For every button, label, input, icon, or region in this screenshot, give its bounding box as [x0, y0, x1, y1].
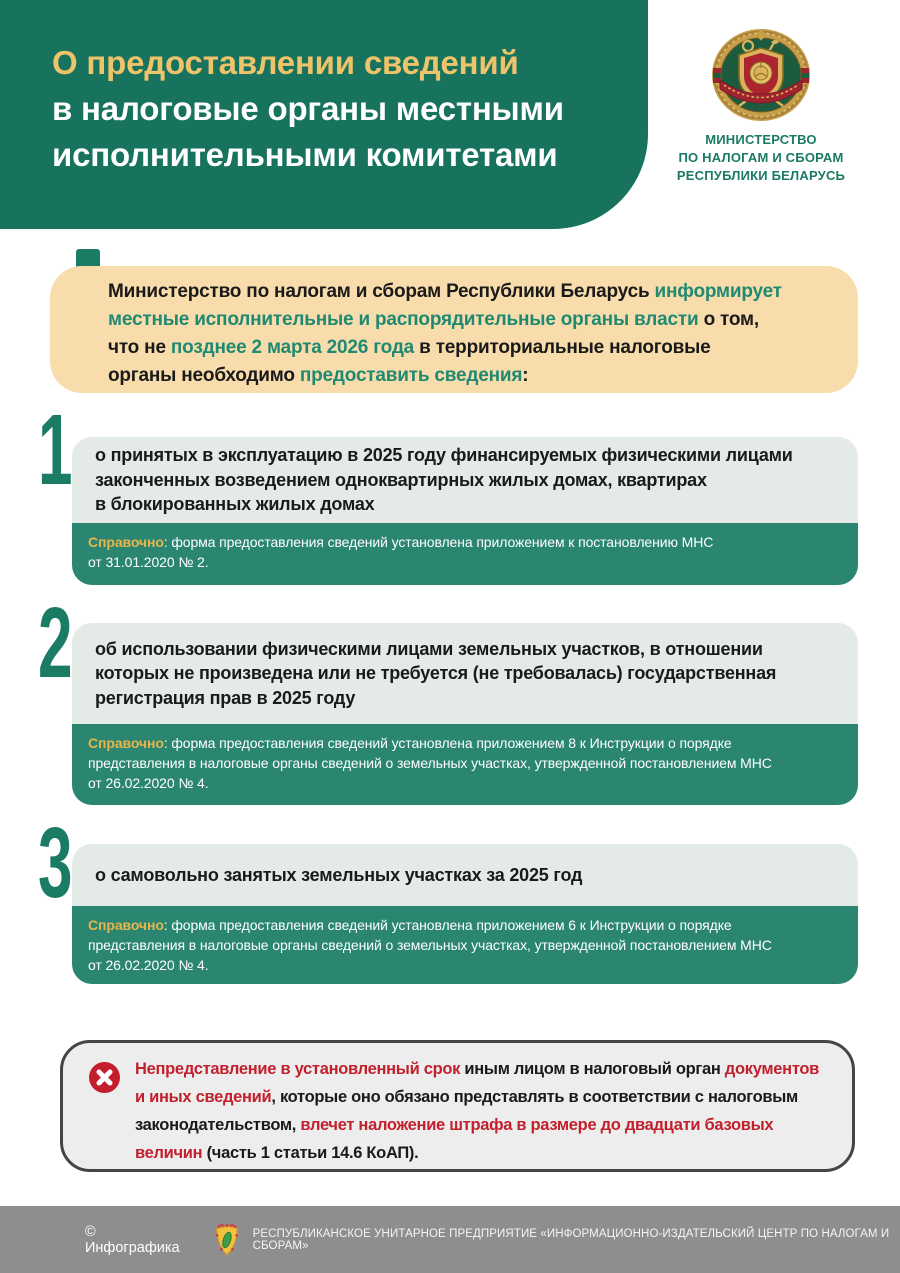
- ministry-emblem-icon: [711, 28, 811, 122]
- section-number-1: 1: [38, 394, 73, 506]
- page-title: О предоставлении сведений в налоговые органы местными исполнительными комитетами: [52, 44, 564, 173]
- section-1: [72, 437, 858, 585]
- section-3: [72, 844, 858, 984]
- section-2: [72, 623, 858, 805]
- section-2-note: Справочно: форма предоставления сведений установлена приложением 8 к Инструкции о порядке представления в налоговые органы сведений о земельных участках, утвержденной постановлением МНС от 26.02.2020 № 4.: [72, 724, 858, 805]
- section-number-2: 2: [38, 587, 73, 699]
- footer-bar: [0, 1206, 900, 1273]
- section-1-body: о принятых в эксплуатацию в 2025 году финансируемых физическими лицами законченных возведением одноквартирных жилых домах, квартирах в блокированных жилых домах: [72, 437, 858, 523]
- publisher-label: РЕСПУБЛИКАНСКОЕ УНИТАРНОЕ ПРЕДПРИЯТИЕ «ИНФОРМАЦИОННО-ИЗДАТЕЛЬСКИЙ ЦЕНТР ПО НАЛОГАМ И СБОРАМ»: [252, 1227, 890, 1252]
- x-circle-icon: [89, 1062, 120, 1093]
- section-1-note: Справочно: форма предоставления сведений установлена приложением к постановлению МНС от 31.01.2020 № 2.: [72, 523, 858, 585]
- intro-text: Министерство по налогам и сборам Республики Беларусь информирует местные исполнительные и распорядительные органы власти о том, что не позднее 2 марта 2026 года в территориальные налоговые органы необходимо предоставить сведения:: [108, 281, 782, 386]
- section-2-body: об использовании физическими лицами земельных участков, в отношении которых не произведена или не требуется (не требовалась) государственная регистрация прав в 2025 году: [72, 623, 858, 724]
- publisher-emblem-icon: [213, 1221, 241, 1259]
- copyright-label: © Инфографика: [85, 1223, 180, 1256]
- ministry-name: МИНИСТЕРСТВО ПО НАЛОГАМ И СБОРАМ РЕСПУБЛИКИ БЕЛАРУСЬ: [676, 132, 846, 183]
- header-banner: [0, 0, 648, 229]
- intro-note: [50, 266, 858, 393]
- penalty-warning: [60, 1040, 855, 1172]
- section-number-3: 3: [38, 807, 73, 919]
- section-3-note: Справочно: форма предоставления сведений установлена приложением 6 к Инструкции о порядке представления в налоговые органы сведений о земельных участках, утвержденной постановлением МНС от 26.02.2020 № 4.: [72, 906, 858, 984]
- penalty-warning-text: Непредставление в установленный срок иным лицом в налоговый орган документов и иных сведений, которые оно обязано представлять в соответствии с налоговым законодательством, влечет наложение штрафа в размере до двадцати базовых величин (часть 1 статьи 14.6 КоАП).: [135, 1060, 820, 1162]
- ministry-brand: [658, 28, 864, 185]
- section-3-body: о самовольно занятых земельных участках за 2025 год: [72, 844, 858, 906]
